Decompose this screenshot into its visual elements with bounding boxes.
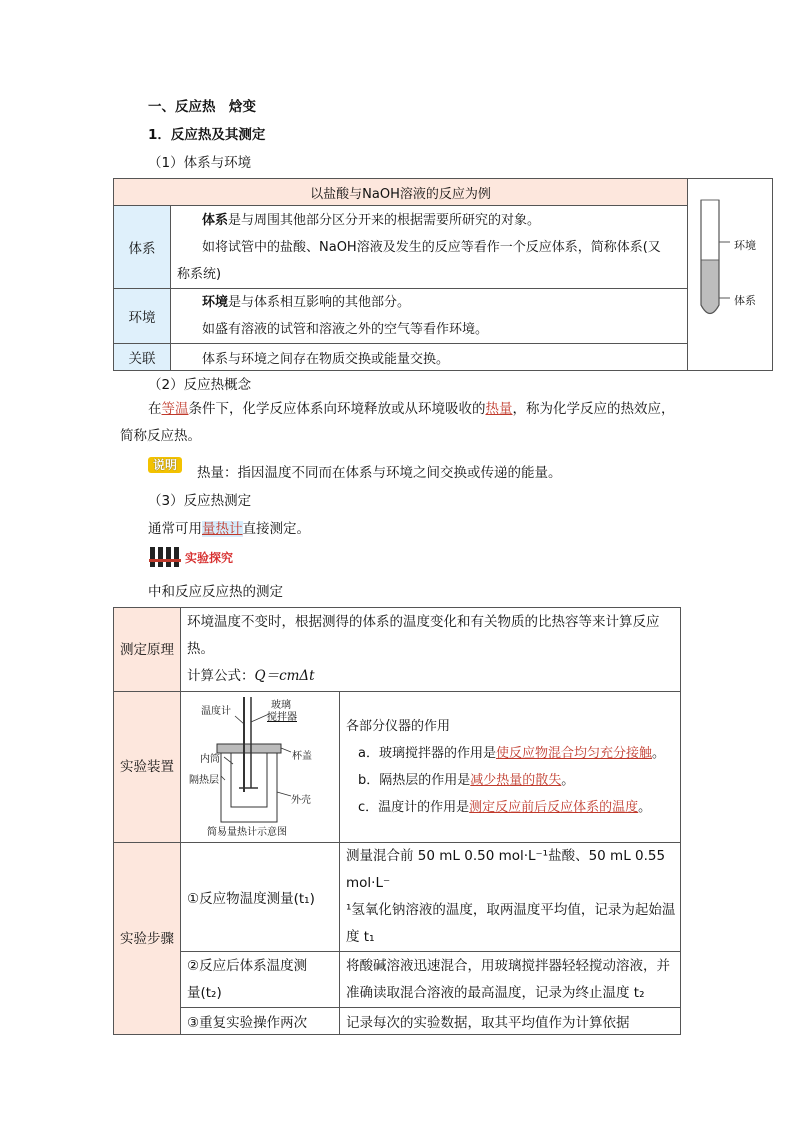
role-a-post: 。: [651, 746, 665, 761]
row-content-system: [171, 206, 688, 289]
role-a-pre: a．玻璃搅拌器的作用是: [358, 746, 496, 761]
note-text: 热量：指因温度不同而在体系与环境之间交换或传递的能量。: [197, 465, 562, 481]
step1-content: [340, 843, 681, 952]
step1-line3: 度 t₁: [346, 929, 375, 945]
term-environment: 环境: [202, 295, 229, 310]
calorimeter-figure: [181, 692, 340, 843]
system-example-line2: 称系统): [177, 266, 222, 282]
subheading-concept: （2）反应热概念: [148, 377, 252, 393]
step3-name: ③重复实验操作两次: [181, 1008, 340, 1035]
step2-line1: 将酸碱溶液迅速混合，用玻璃搅拌器轻轻搅动溶液，并: [346, 957, 670, 974]
step2-content: [340, 952, 681, 1008]
role-b-pre: b．隔热层的作用是: [358, 773, 471, 788]
heading-1: 一、反应热 焓变: [148, 99, 256, 115]
label-shell: 外壳: [291, 795, 311, 806]
system-environment-table: [113, 178, 773, 371]
principle-text1: 环境温度不变时，根据测得的体系的温度变化和有关物质的比热容等来计算反应: [187, 614, 660, 630]
steps-label: 实验步骤: [114, 843, 181, 1035]
label-insulation: 隔热层: [189, 775, 219, 786]
row-label-environment: 环境: [114, 289, 171, 344]
row-label-relation: 关联: [114, 344, 171, 371]
term-heat: 热量: [485, 401, 513, 417]
step3-content: 记录每次的实验数据，取其平均值作为计算依据: [340, 1008, 681, 1035]
explore-badge-label: 实验探究: [185, 550, 234, 565]
principle-text2: 热。: [187, 641, 214, 657]
row-label-system: 体系: [114, 206, 171, 289]
measure-post: 直接测定。: [242, 521, 310, 537]
term-isothermal: 等温: [161, 401, 189, 417]
explore-badge: [149, 545, 233, 569]
step2-name1: ②反应后体系温度测: [187, 957, 308, 974]
role-a-term: 使反应物混合均匀充分接触: [495, 746, 652, 761]
label-lid: 杯盖: [292, 751, 312, 762]
system-def-rest: 是与周围其他部分区分开来的根据需要所研究的对象。: [228, 212, 541, 228]
step1-name: ①反应物温度测量(t₁): [181, 843, 340, 952]
label-stirrer1: 玻璃: [271, 700, 291, 711]
role-b-post: 。: [561, 773, 575, 788]
row-content-relation: 体系与环境之间存在物质交换或能量交换。: [171, 344, 688, 371]
formula-label: 计算公式：: [187, 668, 255, 684]
measure-line: [148, 517, 310, 537]
note-badge: [148, 456, 182, 473]
apparatus-label: 实验装置: [114, 692, 181, 843]
concept-paragraph: [148, 396, 688, 423]
measure-pre: 通常可用: [148, 521, 202, 537]
principle-label: 测定原理: [114, 608, 181, 692]
formula: Q＝cmΔt: [254, 668, 315, 684]
subheading-measurement: （3）反应热测定: [148, 493, 252, 509]
table1-header: 以盐酸与NaOH溶液的反应为例: [114, 179, 688, 206]
environment-def-rest: 是与体系相互影响的其他部分。: [228, 295, 411, 310]
term-calorimeter: 量热计: [202, 521, 243, 537]
step1-line1: 测量混合前 50 mL 0.50 mol·L⁻¹盐酸、50 mL 0.55 mol·L⁻: [346, 848, 666, 891]
note-badge-label: 说明: [148, 457, 182, 473]
figure-caption: 简易量热计示意图: [207, 827, 287, 838]
concept-mid: 条件下，化学反应体系向环境释放或从环境吸收的: [188, 401, 486, 417]
role-b: [346, 767, 676, 794]
subheading-system-environment: （1）体系与环境: [148, 155, 252, 171]
row-content-environment: [171, 289, 688, 344]
label-inner: 内筒: [200, 754, 220, 765]
concept-post: ，称为化学反应的热效应，: [512, 401, 675, 417]
system-example-line1: 如将试管中的盐酸、NaOH溶液及发生的反应等看作一个反应体系，简称体系(又: [202, 239, 661, 255]
environment-label: 环境: [734, 239, 756, 252]
roles-title: 各部分仪器的作用: [346, 719, 451, 734]
environment-example: 如盛有溶液的试管和溶液之外的空气等看作环境。: [202, 322, 489, 337]
neutralization-table: [113, 607, 681, 1035]
roles-content: [340, 692, 681, 843]
test-tubes-icon: [149, 545, 181, 569]
role-c-term: 测定反应前后反应体系的温度: [469, 800, 639, 815]
heading-2: 1．反应热及其测定: [148, 127, 266, 143]
step1-line2: ¹氢氧化钠溶液的温度，取两温度平均值，记录为起始温: [346, 902, 676, 918]
test-tube-figure: [688, 179, 773, 371]
concept-pre: 在: [148, 401, 162, 417]
explore-title: 中和反应反应热的测定: [148, 584, 283, 600]
label-thermometer: 温度计: [201, 706, 231, 717]
role-c-pre: c．温度计的作用是: [358, 800, 470, 815]
system-label: 体系: [734, 294, 756, 307]
term-system: 体系: [202, 212, 229, 228]
step2-name: [181, 952, 340, 1008]
step2-line2: 准确读取混合溶液的最高温度，记录为终止温度 t₂: [346, 984, 645, 1001]
role-c: [346, 794, 676, 821]
step2-name2: 量(t₂): [187, 984, 222, 1001]
role-a: [346, 740, 676, 767]
label-stirrer2: 搅拌器: [267, 712, 297, 723]
role-b-term: 减少热量的散失: [470, 773, 562, 788]
principle-content: [181, 608, 681, 692]
test-tube-icon: [688, 180, 772, 370]
role-c-post: 。: [638, 800, 652, 815]
concept-line2: 简称反应热。: [120, 428, 201, 444]
